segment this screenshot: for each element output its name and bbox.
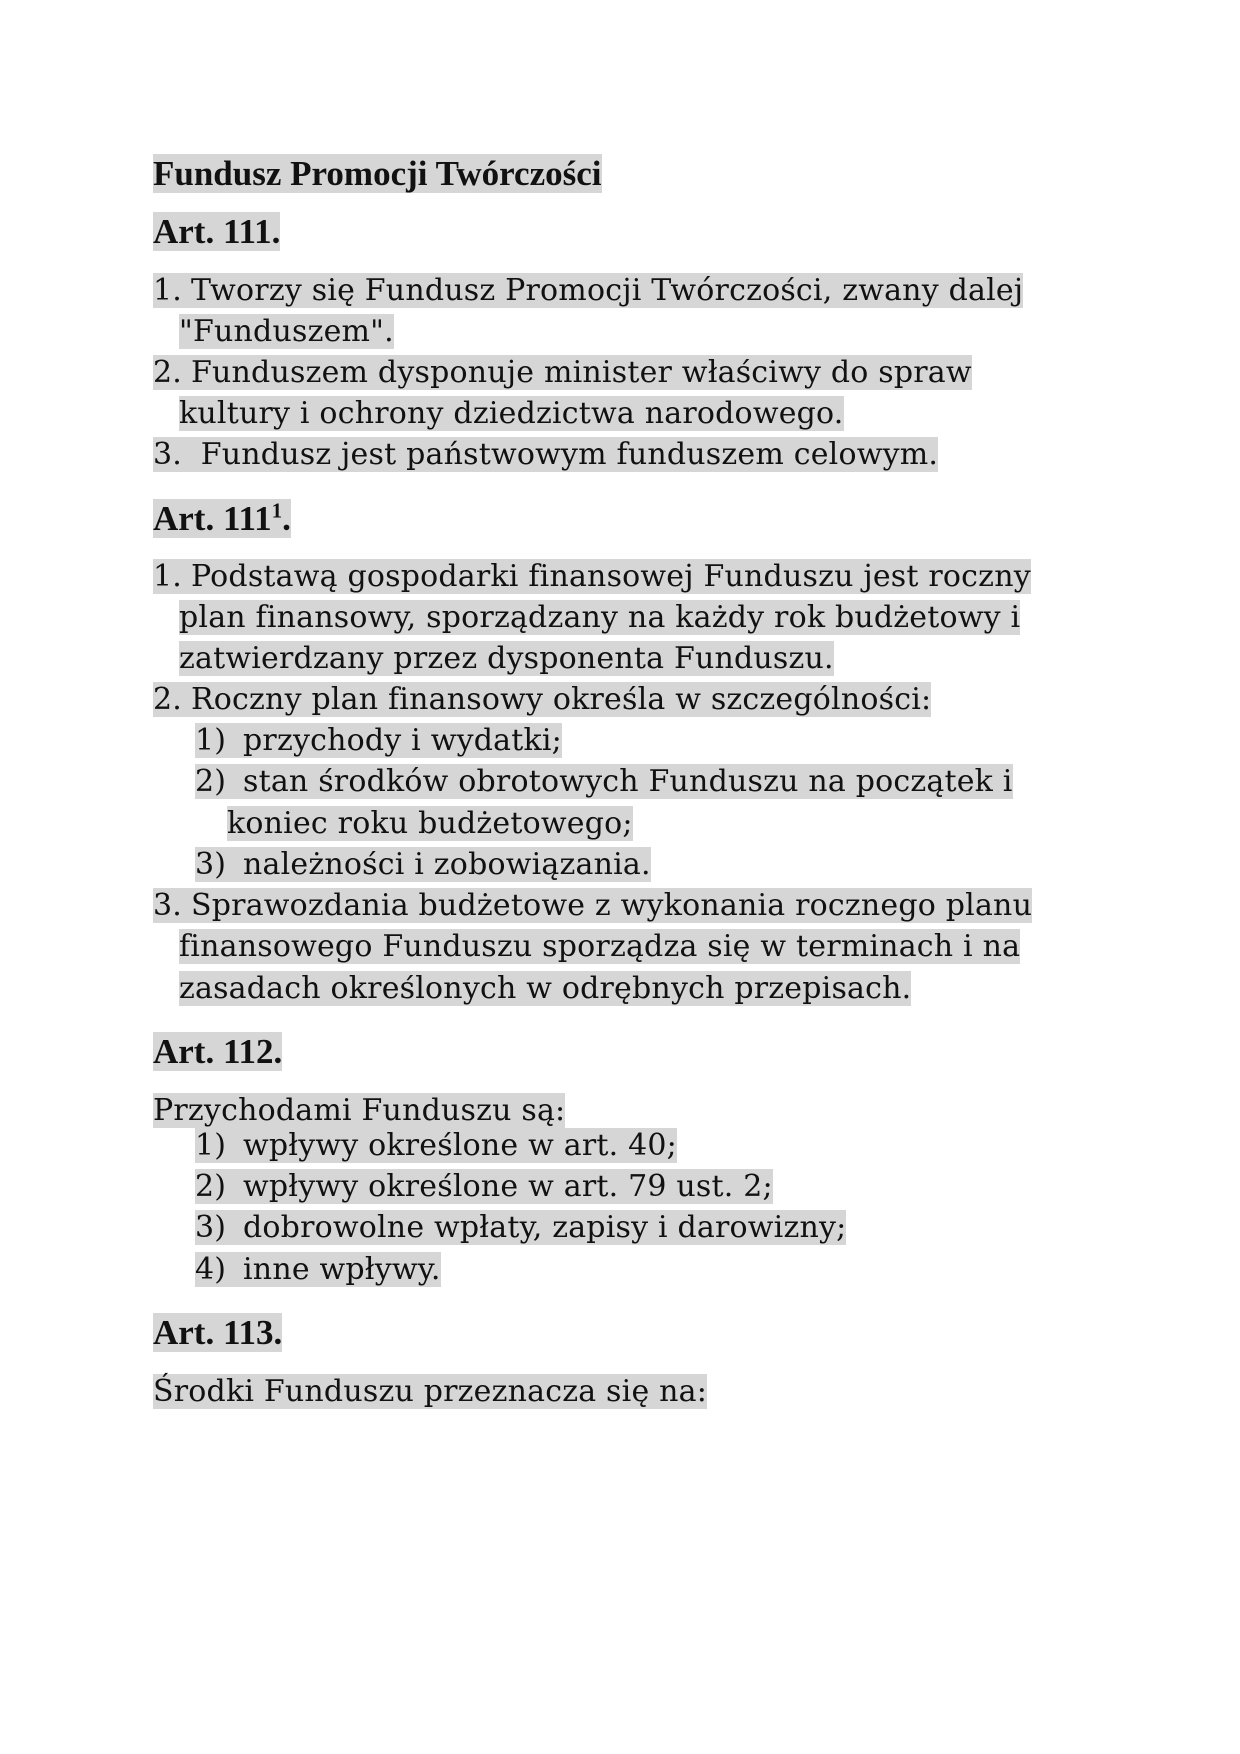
article-heading-111-1: Art. $111^1$. (153, 498, 291, 538)
paragraph-line: zasadach określonych w odrębnych przepisach. (179, 971, 912, 1006)
list-item: 3) należności i zobowiązania. (195, 847, 651, 882)
paragraph-line: kultury i ochrony dziedzictwa narodowego. (179, 396, 844, 431)
article-heading-113: Art. 113. (153, 1313, 283, 1352)
list-item: 1) wpływy określone w art. 40; (195, 1128, 677, 1163)
paragraph-line: zatwierdzany przez dysponenta Funduszu. (179, 641, 834, 676)
list-item: 3) dobrowolne wpłaty, zapisy i darowizny; (195, 1210, 847, 1245)
article-intro: Przychodami Funduszu są: (153, 1093, 566, 1128)
list-item: 2) wpływy określone w art. 79 ust. 2; (195, 1169, 773, 1204)
paragraph-line: 2. Roczny plan finansowy określa w szczególności: (153, 682, 932, 717)
paragraph-line: 2. Funduszem dysponuje minister właściwy do spraw (153, 355, 972, 390)
article-heading-111: Art. 111. (153, 212, 281, 251)
list-item: 1) przychody i wydatki; (195, 723, 562, 758)
paragraph-line: 1. Podstawą gospodarki finansowej Funduszu jest roczny (153, 559, 1031, 594)
list-item-continuation: koniec roku budżetowego; (227, 806, 633, 841)
list-item: 2) stan środków obrotowych Funduszu na początek i (195, 764, 1013, 799)
paragraph-line: 1. Tworzy się Fundusz Promocji Twórczości, zwany dalej (153, 273, 1024, 308)
paragraph-line: plan finansowy, sporządzany na każdy rok budżetowy i (179, 600, 1021, 635)
document-title: Fundusz Promocji Twórczości (153, 154, 602, 193)
paragraph-line: finansowego Funduszu sporządza się w terminach i na (179, 929, 1021, 964)
paragraph-line: "Funduszem". (179, 314, 394, 349)
paragraph-line: 3. Fundusz jest państwowym funduszem celowym. (153, 437, 939, 472)
paragraph-line: 3. Sprawozdania budżetowe z wykonania rocznego planu (153, 888, 1033, 923)
article-intro: Środki Funduszu przeznacza się na: (153, 1374, 708, 1409)
list-item: 4) inne wpływy. (195, 1252, 441, 1287)
article-heading-112: Art. 112. (153, 1032, 283, 1071)
